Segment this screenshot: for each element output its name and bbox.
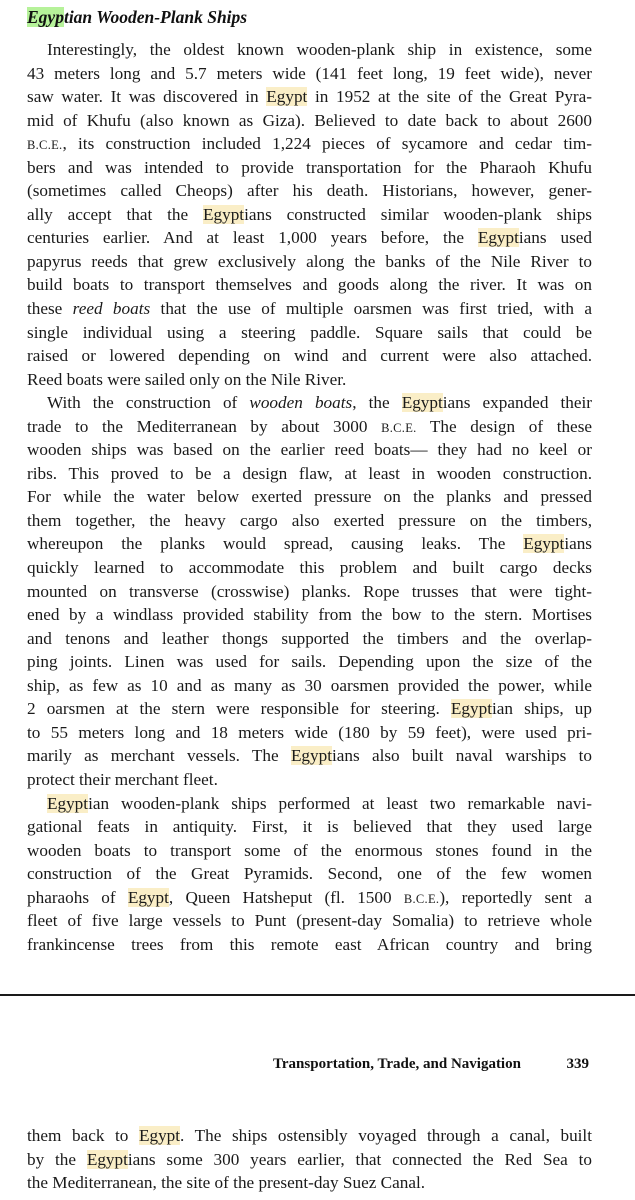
text-run: them together, the heavy cargo also exerted pressure on the timbers, <box>27 510 592 530</box>
text-line <box>27 179 592 203</box>
text-line <box>27 674 592 698</box>
text-run: trade to the Mediterranean by about 3000 <box>27 416 382 436</box>
text-line <box>27 368 592 392</box>
title-highlight[interactable]: Egyp <box>27 7 64 27</box>
text-line <box>27 321 592 345</box>
italic-term: reed boats <box>72 299 151 319</box>
text-run: in 1952 at the site of the Great Pyra- <box>307 87 592 107</box>
text-run: , its construction included 1,224 pieces of sycamore and cedar tim- <box>62 134 592 154</box>
text-run: build boats to transport themselves and goods along the river. It was on <box>27 275 592 295</box>
body-text <box>27 38 592 956</box>
highlighted-term[interactable]: Egypt <box>138 1126 181 1145</box>
text-run: ian wooden-plank ships performed at least two remarkable navi- <box>88 793 592 813</box>
text-run: ians <box>564 534 592 554</box>
text-run: centuries earlier. And at least 1,000 years before, the <box>27 228 478 248</box>
text-line <box>27 391 592 415</box>
text-run: wooden boats to transport some of the enormous stones found in the <box>27 840 592 860</box>
text-run: ians some 300 years earlier, that connected the Red Sea to <box>127 1149 592 1169</box>
text-line <box>27 485 592 509</box>
text-line <box>27 580 592 604</box>
page-number: 339 <box>566 1056 589 1072</box>
text-line <box>27 1171 592 1195</box>
text-line <box>27 650 592 674</box>
text-run: these <box>27 299 73 319</box>
text-line <box>27 721 592 745</box>
text-line <box>27 909 592 933</box>
text-run: that the use of multiple oarsmen was first tried, with a <box>150 299 592 319</box>
text-line <box>27 62 592 86</box>
title-rest: tian Wooden-Plank Ships <box>63 7 248 27</box>
text-run: , Queen Hatsheput (fl. 1500 <box>168 887 404 907</box>
text-line <box>27 109 592 133</box>
text-run: ribs. This proved to be a design flaw, at least in wooden construction. <box>27 463 592 483</box>
text-run: . The ships ostensibly voyaged through a canal, built <box>180 1126 592 1145</box>
text-line <box>27 792 592 816</box>
text-run: the Mediterranean, the site of the present-day Suez Canal. <box>27 1173 426 1193</box>
text-line <box>27 697 592 721</box>
text-line <box>27 862 592 886</box>
highlighted-term[interactable]: Egypt <box>47 793 89 813</box>
text-run: ians constructed similar wooden-plank ships <box>244 204 592 224</box>
text-line <box>27 933 592 957</box>
text-run: ened by a windlass provided stability from the bow to the stern. Mortises <box>27 605 592 625</box>
text-line <box>27 415 592 439</box>
highlighted-term[interactable]: Egypt <box>290 746 332 766</box>
text-run: them back to <box>27 1126 139 1145</box>
text-run: ), reportedly sent a <box>439 887 592 907</box>
text-line <box>27 532 592 556</box>
text-run: , the <box>352 393 402 413</box>
highlighted-term[interactable]: Egypt <box>523 534 565 554</box>
text-run: fleet of five large vessels to Punt (present-day Somalia) to retrieve whole <box>27 911 592 931</box>
highlighted-term[interactable]: Egypt <box>450 699 492 719</box>
text-run: papyrus reeds that grew exclusively along the banks of the Nile River to <box>27 251 592 271</box>
text-run: gational feats in antiquity. First, it is believed that they used large <box>27 817 592 837</box>
text-line <box>27 38 592 62</box>
highlighted-term[interactable]: Egypt <box>127 887 169 907</box>
text-run: by the <box>27 1149 87 1169</box>
text-line <box>27 509 592 533</box>
text-line <box>27 815 592 839</box>
text-run: ians used <box>518 228 592 248</box>
text-run: ally accept that the <box>27 204 204 224</box>
text-run: Interestingly, the oldest known wooden-plank ship in existence, some <box>47 40 592 59</box>
text-run: (sometimes called Cheops) after his death. Historians, however, gener- <box>27 181 592 201</box>
highlighted-term[interactable]: Egypt <box>86 1149 128 1169</box>
section-title <box>27 6 247 28</box>
text-run: ping joints. Linen was used for sails. Depending upon the size of the <box>27 652 592 672</box>
text-line <box>27 273 592 297</box>
text-run: marily as merchant vessels. The <box>27 746 291 766</box>
text-run: quickly learned to accommodate this problem and built cargo decks <box>27 558 592 578</box>
highlighted-term[interactable]: Egypt <box>401 393 443 413</box>
highlighted-term[interactable]: Egypt <box>203 204 245 224</box>
page-break-rule <box>0 994 635 996</box>
text-line <box>27 226 592 250</box>
text-line <box>27 85 592 109</box>
text-run: The design of these <box>416 416 593 436</box>
text-run: saw water. It was discovered in <box>27 87 267 107</box>
text-line <box>27 627 592 651</box>
text-run: and tenons and leather thongs supported the timbers and the overlap- <box>27 628 592 648</box>
text-run: to 55 meters long and 18 meters wide (180 by 59 feet), were used pri- <box>27 722 592 742</box>
text-line <box>27 1124 592 1148</box>
era-abbreviation: B.C.E. <box>403 891 440 906</box>
text-run: raised or lowered depending on wind and current were also attached. <box>27 346 592 366</box>
text-line <box>27 297 592 321</box>
era-abbreviation: B.C.E. <box>381 420 417 435</box>
text-run: ians also built naval warships to <box>332 746 592 766</box>
text-line <box>27 132 592 156</box>
text-line <box>27 203 592 227</box>
text-line <box>27 250 592 274</box>
text-line <box>27 603 592 627</box>
highlighted-term[interactable]: Egypt <box>266 87 308 107</box>
era-abbreviation: B.C.E. <box>27 138 63 153</box>
text-line <box>27 556 592 580</box>
text-line <box>27 886 592 910</box>
text-run: frankincense trees from this remote east African country and bring <box>27 934 592 954</box>
text-line <box>27 839 592 863</box>
text-run: ian ships, up <box>491 699 592 719</box>
text-line <box>27 462 592 486</box>
text-run: mounted on transverse (crosswise) planks. Rope trusses that were tight- <box>27 581 592 601</box>
text-run: protect their merchant fleet. <box>27 769 218 789</box>
continued-text <box>27 1124 592 1195</box>
text-line <box>27 744 592 768</box>
text-line <box>27 438 592 462</box>
text-run: For while the water below exerted pressure on the planks and pressed <box>27 487 592 507</box>
text-run: bers and was intended to provide transportation for the Pharaoh Khufu <box>27 157 592 177</box>
text-line <box>27 156 592 180</box>
text-run: 43 meters long and 5.7 meters wide (141 feet long, 19 feet wide), never <box>27 63 592 83</box>
text-line <box>27 1148 592 1172</box>
highlighted-term[interactable]: Egypt <box>477 228 519 248</box>
italic-term: wooden boats <box>249 393 353 413</box>
text-run: mid of Khufu (also known as Giza). Believed to date back to about 2600 <box>27 110 592 130</box>
text-run: wooden ships was based on the earlier reed boats— they had no keel or <box>27 440 592 460</box>
text-run: pharaohs of <box>27 887 128 907</box>
text-run: ians expanded their <box>442 393 593 413</box>
text-run: ship, as few as 10 and as many as 30 oarsmen provided the power, while <box>27 675 592 695</box>
text-run: single individual using a steering paddle. Square sails that could be <box>27 322 592 342</box>
text-run: construction of the Great Pyramids. Second, one of the few women <box>27 864 592 884</box>
text-run: whereupon the planks would spread, causing leaks. The <box>27 534 524 554</box>
text-line <box>27 768 592 792</box>
text-run: Reed boats were sailed only on the Nile River. <box>27 369 347 389</box>
text-line <box>27 344 592 368</box>
text-run: 2 oarsmen at the stern were responsible for steering. <box>27 699 451 719</box>
running-head-title: Transportation, Trade, and Navigation <box>273 1056 521 1072</box>
text-run: With the construction of <box>47 393 250 413</box>
